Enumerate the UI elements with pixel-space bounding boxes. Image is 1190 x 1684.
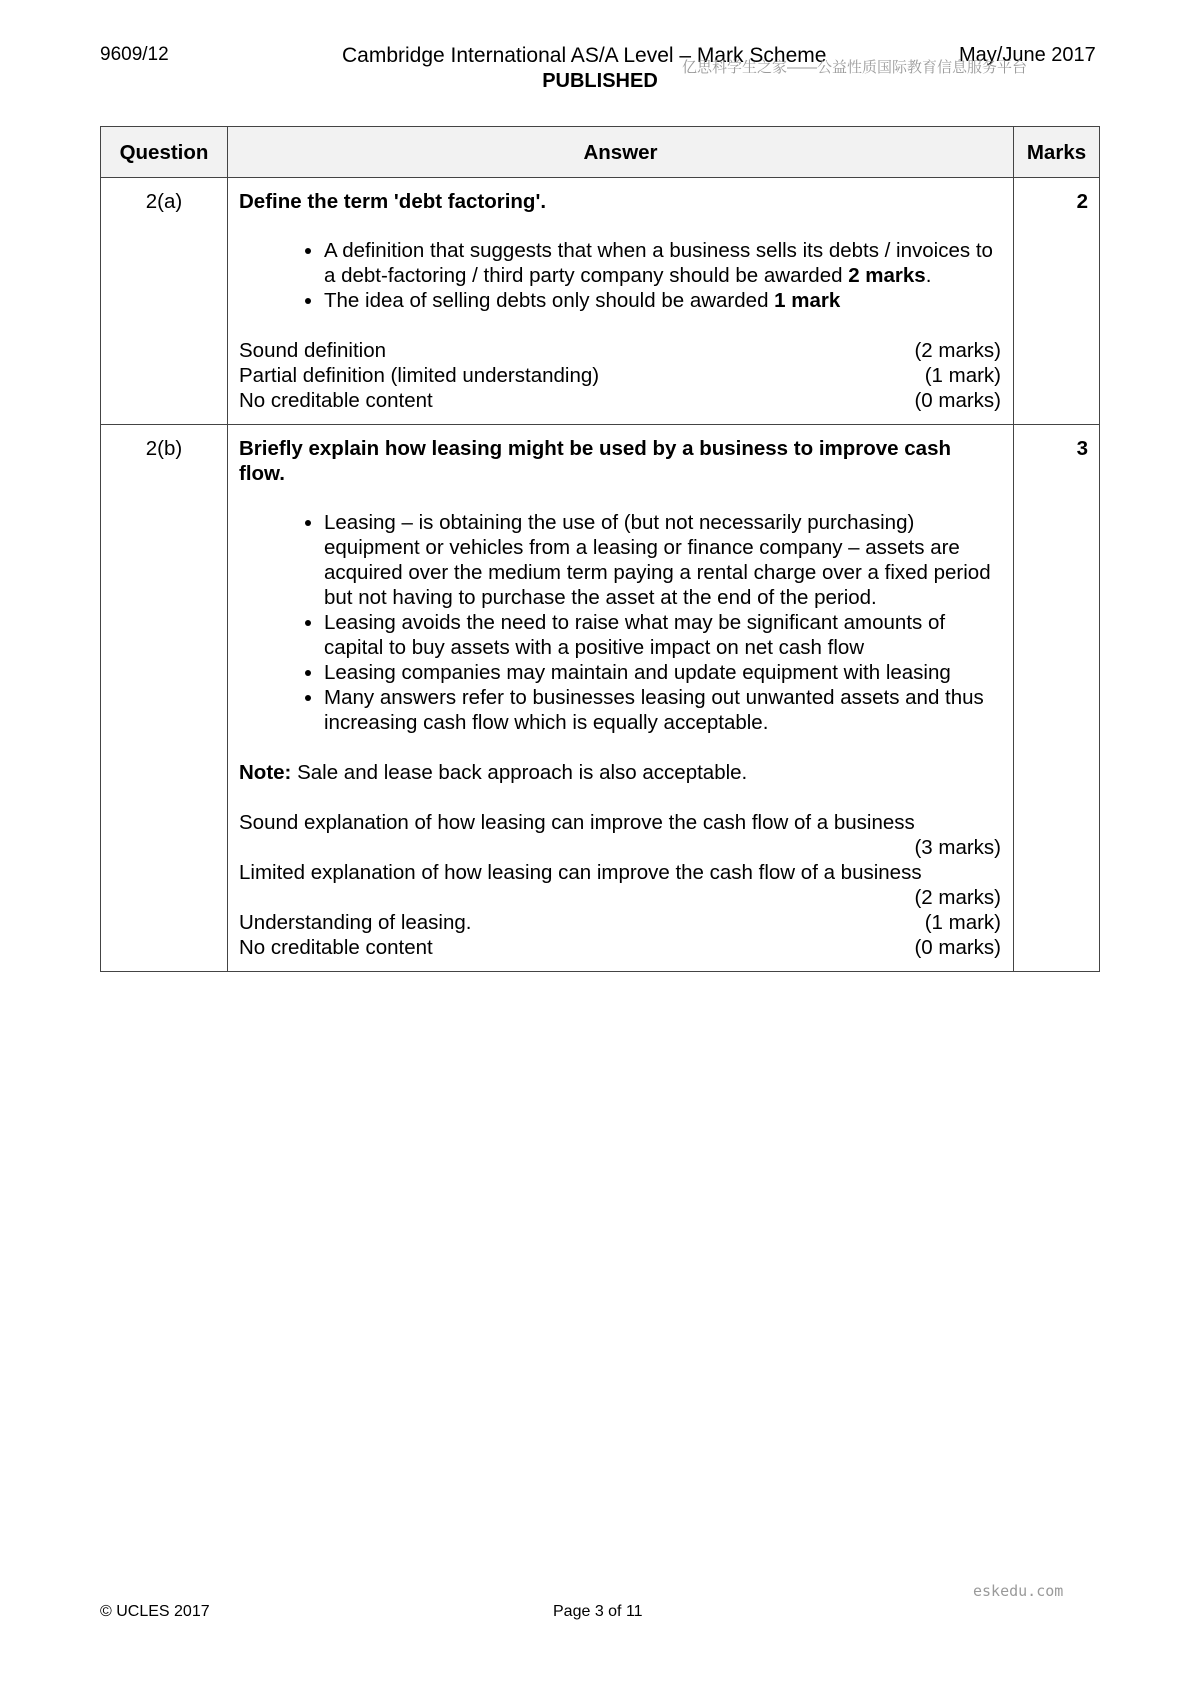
level-descriptor	[239, 363, 1001, 388]
marks-value: 3	[1014, 425, 1100, 972]
header-marks: Marks	[1014, 127, 1100, 178]
page-number: Page 3 of 11	[553, 1603, 643, 1620]
level-marks: (2 marks)	[914, 886, 1001, 909]
level-descriptor	[239, 810, 1001, 860]
header-answer: Answer	[228, 127, 1014, 178]
level-label: No creditable content	[239, 936, 433, 959]
point-emphasis: 2 marks	[848, 264, 926, 287]
level-label: No creditable content	[239, 389, 433, 412]
list-item	[324, 238, 1001, 288]
list-item	[324, 288, 1001, 313]
point-emphasis: 1 mark	[774, 289, 841, 312]
list-item: • Many answers refer to businesses leasing out unwanted assets and thus increasing cash flow which is equally acceptable.	[324, 685, 1001, 735]
question-number: 2(b)	[101, 425, 228, 972]
exam-session: May/June 2017	[959, 44, 1096, 66]
question-number: 2(a)	[101, 178, 228, 425]
question-prompt: Define the term 'debt factoring'.	[239, 190, 547, 213]
level-label: Partial definition (limited understanding)	[239, 364, 600, 387]
marking-points	[239, 510, 1001, 735]
note-label: Note:	[239, 761, 292, 784]
level-descriptor	[239, 860, 1001, 910]
question-prompt: Briefly explain how leasing might be used by a business to improve cash flow.	[239, 437, 951, 485]
level-label: Limited explanation of how leasing can improve the cash flow of a business	[239, 861, 922, 884]
level-marks: (3 marks)	[914, 836, 1001, 859]
point-text-end: .	[925, 264, 932, 287]
level-descriptor	[239, 388, 1001, 413]
level-label: Sound explanation of how leasing can improve the cash flow of a business	[239, 811, 915, 834]
answer-cell	[228, 178, 1014, 425]
level-label: Understanding of leasing.	[239, 911, 472, 934]
list-item: • Leasing – is obtaining the use of (but not necessarily purchasing) equipment or vehicles from a leasing or finance company – assets are acquired over the medium term paying a rental charge over a fixed period but not having to purchase the asset at the end of the period.	[324, 510, 1001, 610]
watermark-text: 亿思科学生之家——公益性质国际教育信息服务平台	[682, 59, 1028, 76]
mark-scheme-table	[100, 126, 1100, 972]
level-descriptor	[239, 338, 1001, 363]
level-marks: (2 marks)	[914, 339, 1001, 362]
table-header-row	[101, 127, 1100, 178]
marking-points	[239, 238, 1001, 313]
level-marks: (1 mark)	[924, 364, 1001, 387]
site-watermark: eskedu.com	[973, 1582, 1064, 1600]
table-row	[101, 178, 1100, 425]
list-item: • Leasing companies may maintain and update equipment with leasing	[324, 660, 1001, 685]
level-descriptor	[239, 910, 1001, 935]
header-question: Question	[101, 127, 228, 178]
level-marks: (1 mark)	[924, 911, 1001, 934]
point-text: The idea of selling debts only should be awarded	[324, 289, 775, 312]
answer-cell	[228, 425, 1014, 972]
table-row	[101, 425, 1100, 972]
published-label: PUBLISHED	[542, 70, 658, 92]
marks-value: 2	[1014, 178, 1100, 425]
level-marks: (0 marks)	[914, 936, 1001, 959]
level-label: Sound definition	[239, 339, 387, 362]
list-item: • Leasing avoids the need to raise what may be significant amounts of capital to buy assets with a positive impact on net cash flow	[324, 610, 1001, 660]
level-descriptor	[239, 935, 1001, 960]
exam-code: 9609/12	[100, 44, 169, 65]
level-marks: (0 marks)	[914, 389, 1001, 412]
note-text: Sale and lease back approach is also acceptable.	[291, 761, 748, 784]
point-text: A definition that suggests that when a business sells its debts / invoices to a debt-factoring / third party company should be awarded	[324, 239, 993, 287]
copyright: © UCLES 2017	[100, 1603, 210, 1620]
note	[239, 760, 1001, 785]
document-title: Cambridge International AS/A Level – Mark Scheme	[342, 44, 827, 67]
